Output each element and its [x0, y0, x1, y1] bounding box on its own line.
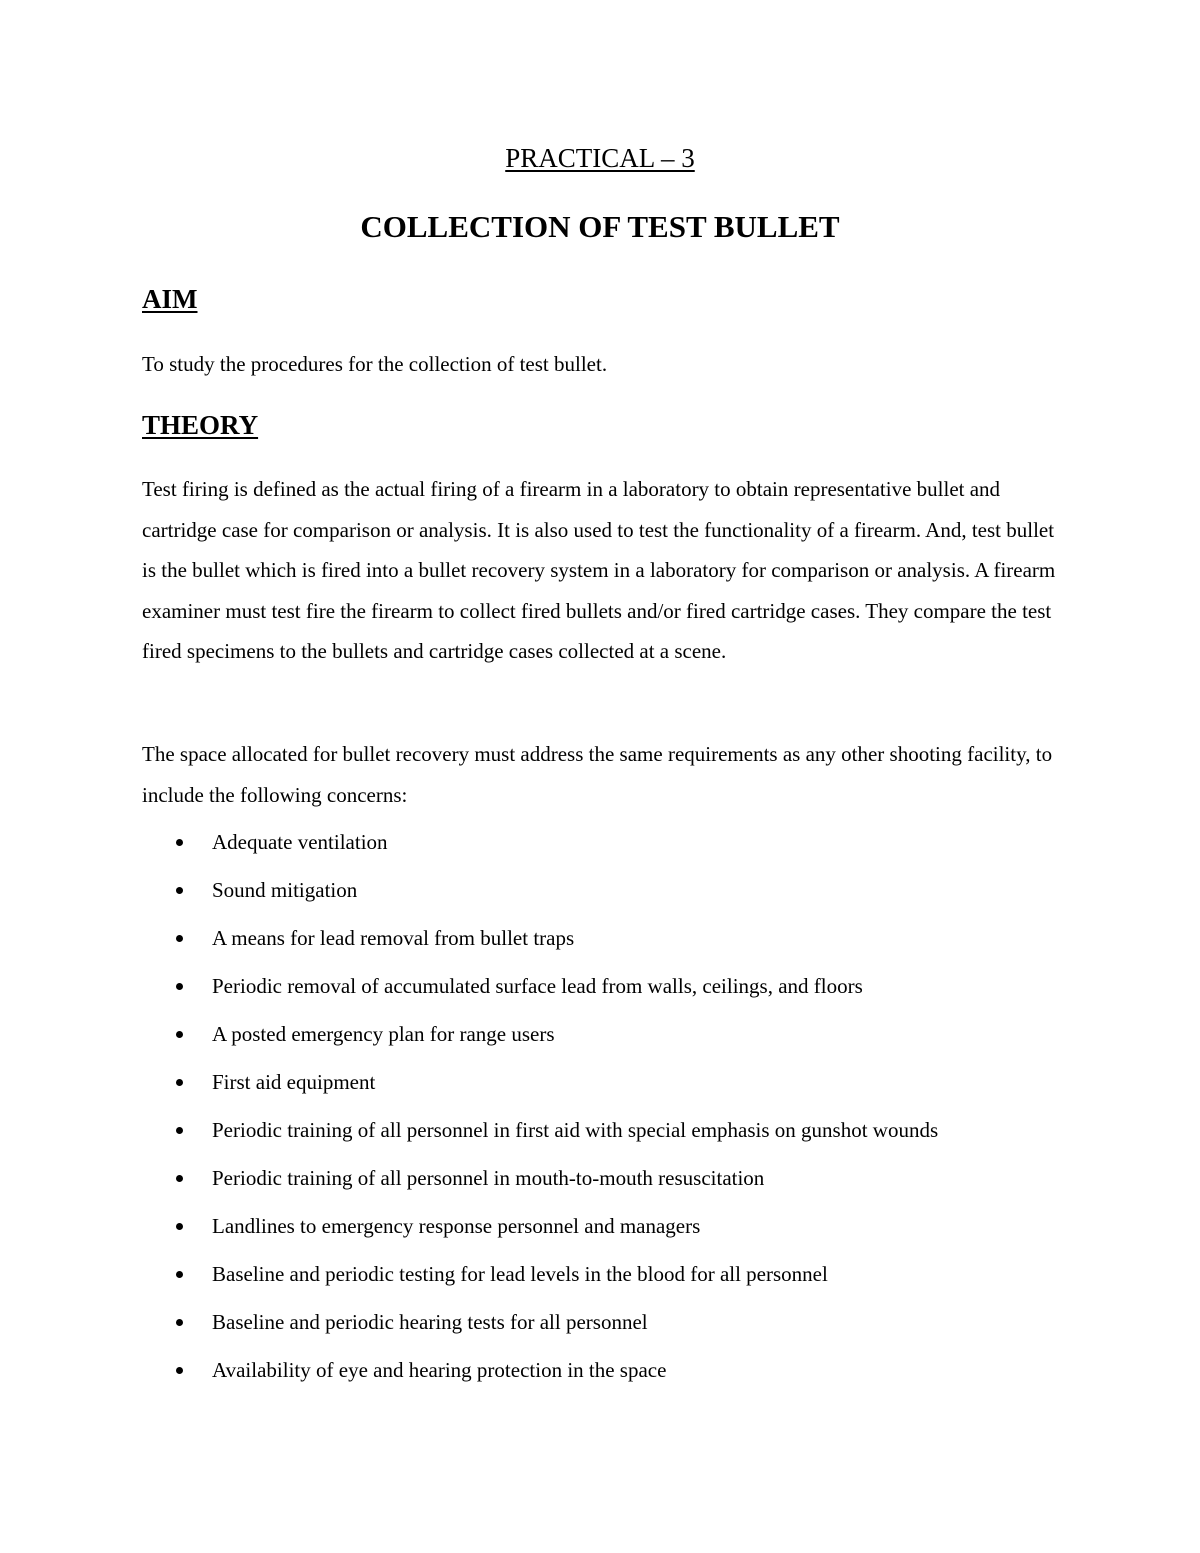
- list-item-text: Baseline and periodic testing for lead levels in the blood for all personnel: [212, 1262, 828, 1286]
- bullet-icon: [176, 1367, 183, 1374]
- aim-heading: AIM: [142, 284, 198, 314]
- bullet-icon: [176, 1079, 183, 1086]
- list-item-text: Baseline and periodic hearing tests for all personnel: [212, 1310, 648, 1334]
- bullet-icon: [176, 1031, 183, 1038]
- bullet-icon: [176, 1271, 183, 1278]
- list-item-text: Availability of eye and hearing protection in the space: [212, 1358, 667, 1382]
- list-item: [142, 1158, 1058, 1206]
- concerns-list: [142, 822, 1058, 1398]
- list-item: [142, 1302, 1058, 1350]
- bullet-icon: [176, 887, 183, 894]
- list-item: [142, 1014, 1058, 1062]
- list-item-text: Periodic removal of accumulated surface lead from walls, ceilings, and floors: [212, 974, 863, 998]
- list-item-text: Sound mitigation: [212, 878, 358, 902]
- theory-heading: THEORY: [142, 410, 259, 440]
- theory-paragraph-1: Test firing is defined as the actual firing of a firearm in a laboratory to obtain representative bullet and cartridge case for comparison or analysis. It is also used to test the functionality of a firearm. And, test bullet is the bullet which is fired into a bullet recovery system in a laboratory for comparison or analysis. A firearm examiner must test fire the firearm to collect fired bullets and/or fired cartridge cases. They compare the test fired specimens to the bullets and cartridge cases collected at a scene.: [142, 477, 1056, 663]
- list-item: [142, 1110, 1058, 1158]
- list-item-text: A posted emergency plan for range users: [212, 1022, 555, 1046]
- practical-number: PRACTICAL – 3: [505, 143, 695, 173]
- list-item-text: Periodic training of all personnel in mouth-to-mouth resuscitation: [212, 1166, 765, 1190]
- list-item-text: First aid equipment: [212, 1070, 376, 1094]
- list-item: [142, 1206, 1058, 1254]
- list-item-text: A means for lead removal from bullet traps: [212, 926, 575, 950]
- aim-text: To study the procedures for the collection of test bullet.: [142, 352, 608, 376]
- bullet-icon: [176, 1223, 183, 1230]
- list-item: [142, 1254, 1058, 1302]
- page-title: COLLECTION OF TEST BULLET: [360, 209, 840, 244]
- theory-paragraph-2: The space allocated for bullet recovery must address the same requirements as any other shooting facility, to include the following concerns:: [142, 742, 1053, 807]
- list-item: [142, 918, 1058, 966]
- bullet-icon: [176, 1127, 183, 1134]
- list-item: [142, 1062, 1058, 1110]
- list-item: [142, 822, 1058, 870]
- bullet-icon: [176, 839, 183, 846]
- bullet-icon: [176, 983, 183, 990]
- list-item: [142, 870, 1058, 918]
- list-item: [142, 1350, 1058, 1398]
- list-item-text: Periodic training of all personnel in first aid with special emphasis on gunshot wounds: [212, 1118, 939, 1142]
- bullet-icon: [176, 1175, 183, 1182]
- list-item-text: Adequate ventilation: [212, 830, 388, 854]
- bullet-icon: [176, 1319, 183, 1326]
- list-item-text: Landlines to emergency response personnel and managers: [212, 1214, 701, 1238]
- bullet-icon: [176, 935, 183, 942]
- list-item: [142, 966, 1058, 1014]
